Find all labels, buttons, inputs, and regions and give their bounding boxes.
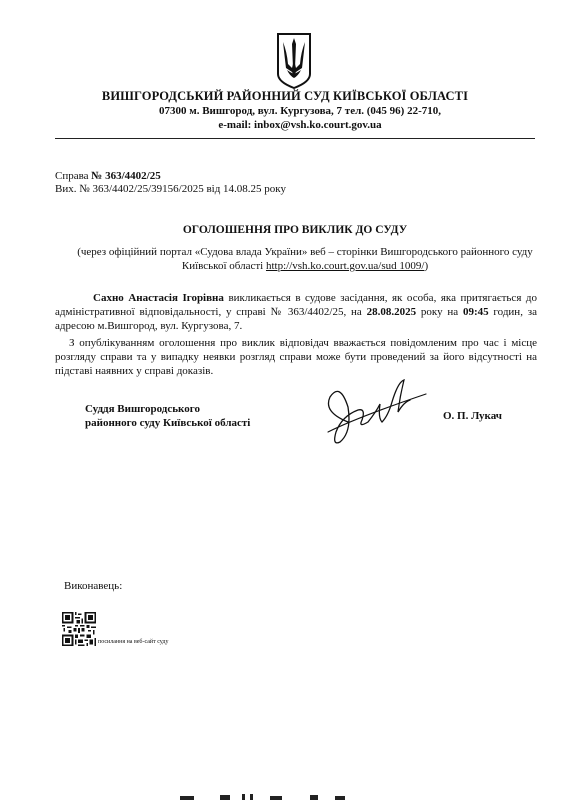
court-address: 07300 м. Вишгород, вул. Кургузова, 7 тел. (045 96) 22-710,: [158, 105, 442, 117]
summons-text-2: року на: [416, 306, 463, 318]
judge-name: О. П. Лукач: [443, 410, 502, 422]
court-name: ВИШГОРОДСЬКИЙ РАЙОННИЙ СУД КИЇВСЬКОЇ ОБЛАСТІ: [101, 89, 469, 103]
portal-link[interactable]: http://vsh.ko.court.gov.ua/sud 1009/: [265, 260, 425, 272]
executor-label: Виконавець:: [64, 580, 123, 592]
qr-caption: посилання на веб-сайт суду: [98, 639, 169, 645]
header-divider: [55, 138, 535, 139]
notice-paragraph: [55, 336, 537, 378]
person-name: Сахно Анастасія Ігорівна: [93, 292, 224, 304]
ukraine-trident-icon: [274, 30, 314, 90]
handwritten-signature-icon: [318, 372, 433, 452]
portal-note-close: ): [424, 260, 429, 272]
portal-note: [70, 245, 540, 273]
outgoing-reference: Вих. № 363/4402/25/39156/2025 від 14.08.25 року: [55, 183, 286, 195]
case-prefix: Справа: [55, 170, 92, 182]
qr-code-icon: [62, 612, 96, 646]
portal-note-text: (через офіційний портал «Судова влада України» веб – сторінки Вишгородського районного суду Київської області: [77, 246, 533, 272]
summons-text-1: викликається в судове засідання, як особа, яка притягається до адміністративної відповідальності, у справі № 363/4402/25, на: [55, 292, 538, 318]
hearing-date: 28.08.2025: [366, 306, 417, 318]
judge-title-line2: районного суду Київської області: [85, 417, 251, 429]
notice-text: З опублікуванням оголошення про виклик відповідач вважається повідомленим про час і місце розгляду справи та у випадку неявки розгляд справи може бути проведений за його відсутності на підставі наявних у справі доказів.: [55, 337, 537, 377]
case-reference: [55, 170, 161, 182]
summons-paragraph: [55, 291, 537, 333]
summons-text-3: годин, за адресою м.Вишгород, вул. Кургузова, 7.: [55, 306, 537, 332]
scan-marks: [180, 794, 380, 800]
case-number: № 363/4402/25: [91, 170, 161, 182]
court-email: e-mail: inbox@vsh.ko.court.gov.ua: [218, 119, 382, 131]
hearing-time: 09:45: [462, 306, 489, 318]
judge-title: [85, 402, 250, 430]
document-title: ОГОЛОШЕННЯ ПРО ВИКЛИК ДО СУДУ: [182, 224, 408, 236]
judge-title-line1: Суддя Вишгородського: [85, 403, 200, 415]
